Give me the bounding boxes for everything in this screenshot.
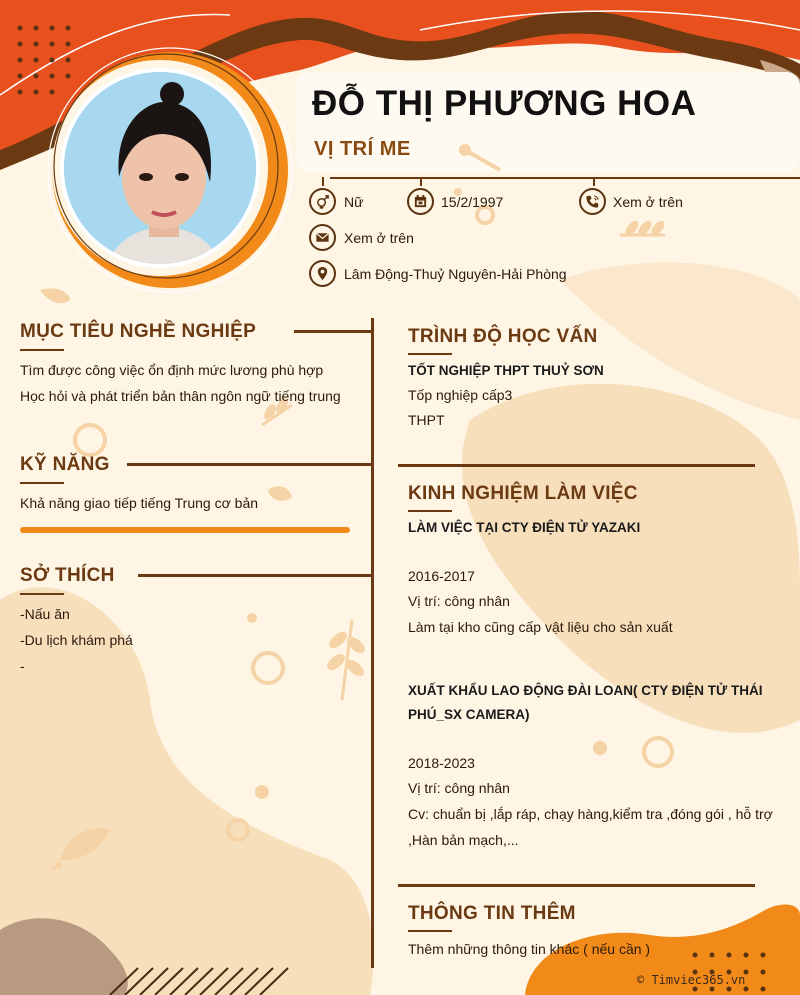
section-underline <box>408 930 452 932</box>
objective-title: MỤC TIÊU NGHỀ NGHIỆP <box>20 321 257 342</box>
section-rule <box>127 463 372 466</box>
extra-title: THÔNG TIN THÊM <box>408 903 576 924</box>
person-avatar-icon <box>64 72 260 268</box>
job-period: 2018-2023 <box>408 755 475 771</box>
full-name: ĐỖ THỊ PHƯƠNG HOA <box>312 84 697 123</box>
job-desc: ,Hàn bản mạch,... <box>408 832 519 848</box>
phone-icon <box>579 188 606 215</box>
gender-text: Nữ <box>344 194 364 210</box>
job-period: 2016-2017 <box>408 568 475 584</box>
skills-title: KỸ NĂNG <box>20 454 110 475</box>
experience-title: KINH NGHIỆM LÀM VIỆC <box>408 483 638 504</box>
job-company: PHÚ_SX CAMERA) <box>408 707 530 722</box>
hobby-line: - <box>20 658 25 674</box>
contact-tick <box>420 177 422 186</box>
objective-line: Tìm được công việc ổn định mức lương phù hợp <box>20 362 324 378</box>
job-role: Vị trí: công nhân <box>408 780 510 796</box>
contact-tick <box>322 177 324 186</box>
column-divider <box>371 318 374 968</box>
job-desc: Cv: chuẩn bị ,lắp ráp, chạy hàng,kiểm tra ,đóng gói , hỗ trợ <box>408 806 773 822</box>
section-underline <box>20 482 64 484</box>
skill-line: Khả năng giao tiếp tiếng Trung cơ bản <box>20 495 259 511</box>
phone-text: Xem ở trên <box>613 194 683 210</box>
address-text: Lâm Động-Thuỷ Nguyên-Hải Phòng <box>344 266 567 282</box>
section-rule <box>398 884 755 887</box>
job-company: LÀM VIỆC TẠI CTY ĐIỆN TỬ YAZAKI <box>408 520 641 535</box>
profile-photo <box>60 68 260 268</box>
extra-line: Thêm những thông tin khác ( nếu cần ) <box>408 941 651 957</box>
school-name: TỐT NGHIỆP THPT THUỶ SƠN <box>408 363 604 378</box>
email-text: Xem ở trên <box>344 230 414 246</box>
education-line: THPT <box>408 412 445 428</box>
gender-icon <box>309 188 336 215</box>
section-underline <box>20 349 64 351</box>
section-underline <box>408 510 452 512</box>
calendar-icon <box>407 188 434 215</box>
job-position: VỊ TRÍ ME <box>314 138 411 160</box>
section-rule <box>294 330 372 333</box>
hobby-line: -Du lịch khám phá <box>20 632 133 648</box>
section-underline <box>20 593 64 595</box>
section-rule <box>138 574 372 577</box>
hobby-line: -Nấu ăn <box>20 606 70 622</box>
mail-icon <box>309 224 336 251</box>
education-title: TRÌNH ĐỘ HỌC VẤN <box>408 326 598 347</box>
contact-tick <box>593 177 595 186</box>
contact-divider <box>330 177 800 179</box>
birthday-text: 15/2/1997 <box>441 194 504 210</box>
skill-level-bar <box>20 527 350 533</box>
location-pin-icon <box>309 260 336 287</box>
section-underline <box>408 353 452 355</box>
objective-line: Học hỏi và phát triển bản thân ngôn ngữ tiếng trung <box>20 388 341 404</box>
job-desc: Làm tại kho cũng cấp vật liệu cho sản xuất <box>408 619 673 635</box>
hobbies-title: SỞ THÍCH <box>20 565 115 586</box>
job-role: Vị trí: công nhân <box>408 593 510 609</box>
job-company: XUẤT KHẨU LAO ĐỘNG ĐÀI LOAN( CTY ĐIỆN TỬ THÁI <box>408 683 763 698</box>
section-rule <box>398 464 755 467</box>
education-line: Tốp nghiệp cấp3 <box>408 387 513 403</box>
watermark: © Timviec365.vn <box>637 973 746 987</box>
